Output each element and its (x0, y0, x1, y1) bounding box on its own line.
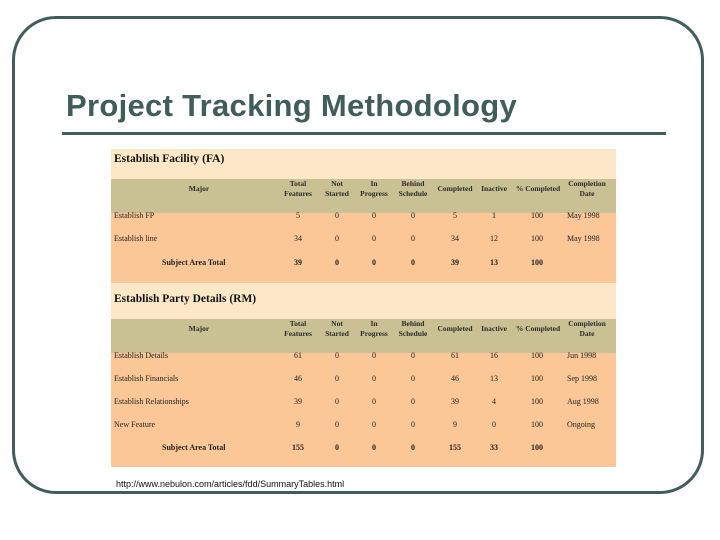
cell-in-progress: 0 (372, 443, 376, 452)
summary-tables-image (111, 149, 616, 467)
cell-in-progress: 0 (372, 351, 376, 360)
table-heading: Establish Facility (FA) (114, 153, 225, 165)
cell-behind: 0 (411, 211, 415, 220)
source-url: http://www.nebulon.com/articles/fdd/SummaryTables.html (116, 479, 345, 489)
cell-completed: 61 (451, 351, 459, 360)
cell-in-progress: 0 (372, 397, 376, 406)
cell-completed: 46 (451, 374, 459, 383)
col-inactive-header: Inactive (481, 324, 507, 333)
cell-completed: 39 (451, 258, 459, 267)
col-major-header: Major (188, 324, 210, 333)
cell-behind: 0 (411, 374, 415, 383)
cell-completion-date: May 1998 (567, 234, 600, 243)
col-behind-header: Behind Schedule (398, 319, 428, 338)
cell-completion-date: Jun 1998 (567, 351, 597, 360)
cell-pct: 100 (531, 258, 543, 267)
cell-in-progress: 0 (372, 374, 376, 383)
cell-completion-date: Ongoing (567, 420, 595, 429)
table-body (111, 213, 616, 283)
cell-inactive: 1 (492, 211, 496, 220)
col-completed-header: Completed (437, 324, 473, 333)
col-total-header: Total Features (284, 179, 312, 198)
col-in-progress-header: In Progress (360, 319, 388, 338)
table-header-row (111, 319, 616, 353)
row-major-label: Establish Financials (114, 374, 179, 383)
cell-total: 34 (294, 234, 302, 243)
cell-completion-date: May 1998 (567, 211, 600, 220)
cell-completed: 34 (451, 234, 459, 243)
cell-behind: 0 (411, 351, 415, 360)
cell-total: 61 (294, 351, 302, 360)
cell-pct: 100 (531, 234, 543, 243)
cell-in-progress: 0 (372, 258, 376, 267)
cell-not-started: 0 (335, 258, 339, 267)
cell-not-started: 0 (335, 211, 339, 220)
cell-completed: 5 (453, 211, 457, 220)
cell-pct: 100 (531, 443, 543, 452)
cell-in-progress: 0 (372, 420, 376, 429)
cell-inactive: 16 (490, 351, 498, 360)
subject-area-total-label: Subject Area Total (162, 258, 226, 267)
col-not-started-header: Not Started (325, 179, 349, 198)
col-total-header: Total Features (284, 319, 312, 338)
cell-total: 155 (292, 443, 304, 452)
cell-completion-date: Aug 1998 (567, 397, 599, 406)
cell-inactive: 0 (492, 420, 496, 429)
col-completed-header: Completed (437, 184, 473, 193)
cell-total: 5 (296, 211, 300, 220)
row-major-label: Establish Details (114, 351, 168, 360)
col-in-progress-header: In Progress (360, 179, 388, 198)
cell-behind: 0 (411, 234, 415, 243)
table-header-row (111, 179, 616, 213)
cell-pct: 100 (531, 420, 543, 429)
cell-inactive: 12 (490, 234, 498, 243)
cell-in-progress: 0 (372, 211, 376, 220)
cell-completed: 9 (453, 420, 457, 429)
cell-inactive: 33 (490, 443, 498, 452)
col-inactive-header: Inactive (481, 184, 507, 193)
cell-total: 39 (294, 258, 302, 267)
col-behind-header: Behind Schedule (398, 179, 428, 198)
cell-pct: 100 (531, 351, 543, 360)
cell-pct: 100 (531, 374, 543, 383)
col-major-header: Major (188, 184, 210, 193)
row-major-label: Establish FP (114, 211, 155, 220)
cell-in-progress: 0 (372, 234, 376, 243)
cell-total: 46 (294, 374, 302, 383)
subject-area-total-label: Subject Area Total (162, 443, 226, 452)
cell-total: 9 (296, 420, 300, 429)
cell-completion-date: Sep 1998 (567, 374, 597, 383)
col-completion-date-header: Completion Date (568, 179, 606, 198)
cell-completed: 155 (449, 443, 461, 452)
col-pct-completed-header: % Completed (515, 184, 561, 193)
row-major-label: Establish line (114, 234, 158, 243)
cell-inactive: 4 (492, 397, 496, 406)
table-heading: Establish Party Details (RM) (114, 293, 257, 305)
cell-inactive: 13 (490, 258, 498, 267)
cell-completed: 39 (451, 397, 459, 406)
col-not-started-header: Not Started (325, 319, 349, 338)
row-major-label: Establish Relationships (114, 397, 189, 406)
cell-not-started: 0 (335, 351, 339, 360)
cell-not-started: 0 (335, 374, 339, 383)
cell-not-started: 0 (335, 234, 339, 243)
cell-pct: 100 (531, 397, 543, 406)
slide-title: Project Tracking Methodology (66, 88, 518, 123)
cell-total: 39 (294, 397, 302, 406)
cell-behind: 0 (411, 258, 415, 267)
col-pct-completed-header: % Completed (515, 324, 561, 333)
cell-behind: 0 (411, 420, 415, 429)
col-completion-date-header: Completion Date (568, 319, 606, 338)
cell-not-started: 0 (335, 420, 339, 429)
cell-inactive: 13 (490, 374, 498, 383)
cell-behind: 0 (411, 443, 415, 452)
row-major-label: New Feature (114, 420, 156, 429)
title-underline (62, 132, 666, 135)
cell-not-started: 0 (335, 397, 339, 406)
cell-not-started: 0 (335, 443, 339, 452)
cell-behind: 0 (411, 397, 415, 406)
cell-pct: 100 (531, 211, 543, 220)
